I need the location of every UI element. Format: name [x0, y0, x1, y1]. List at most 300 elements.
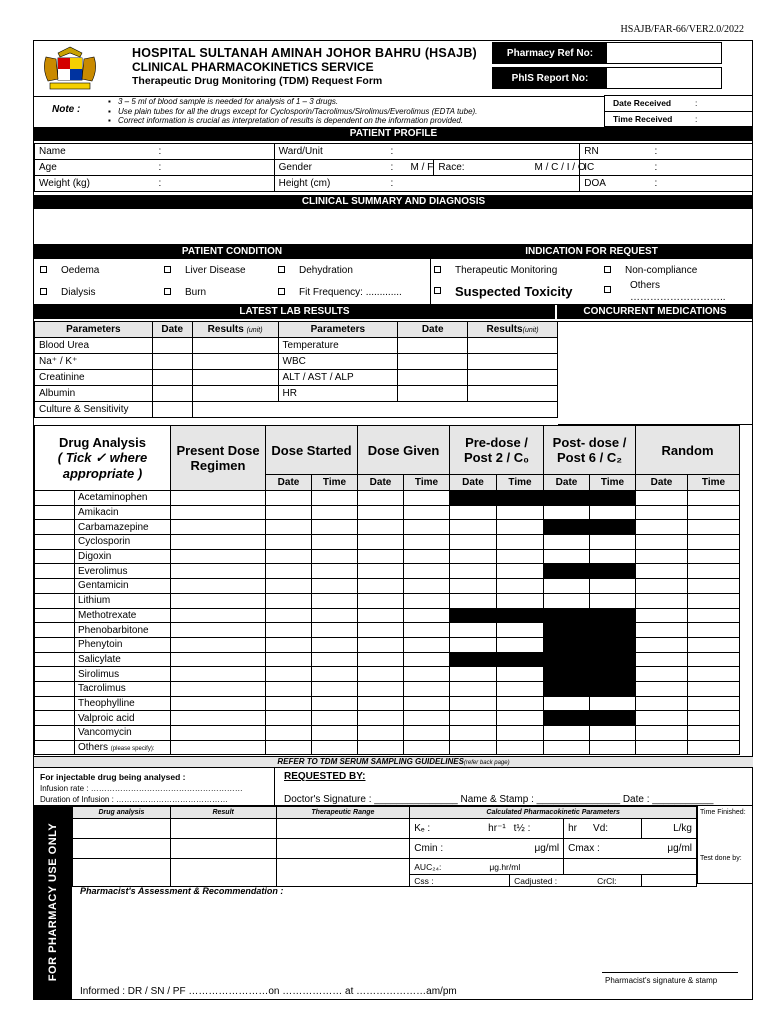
- drug-name: Phenobarbitone: [75, 623, 171, 638]
- sample-time-cell[interactable]: [312, 667, 358, 682]
- drug-tick-box[interactable]: [35, 696, 75, 711]
- dose-regimen-cell[interactable]: [171, 681, 266, 696]
- not-applicable-cell: [590, 623, 636, 638]
- sample-time-cell[interactable]: [358, 505, 404, 520]
- height-field[interactable]: Height (cm) :: [274, 176, 580, 192]
- dose-regimen-cell[interactable]: [171, 667, 266, 682]
- drug-name: Sirolimus: [75, 667, 171, 682]
- drug-row: [35, 681, 740, 696]
- sample-time-cell[interactable]: [358, 667, 404, 682]
- drug-tick-box[interactable]: [35, 681, 75, 696]
- sample-time-cell[interactable]: [450, 564, 497, 579]
- col-dose-given: Dose Given: [358, 426, 450, 475]
- sub-col-date: Date: [450, 475, 497, 491]
- lab-col-results-2: Results(unit): [468, 322, 558, 338]
- sample-time-cell[interactable]: [450, 667, 497, 682]
- drug-name: Gentamicin: [75, 579, 171, 594]
- sample-time-cell[interactable]: [450, 505, 497, 520]
- sample-time-cell[interactable]: [636, 711, 688, 726]
- not-applicable-cell: [544, 637, 590, 652]
- drug-name: Tacrolimus: [75, 681, 171, 696]
- drug-tick-box[interactable]: [35, 667, 75, 682]
- css-field[interactable]: Css :: [410, 875, 510, 887]
- received-box: [604, 95, 753, 127]
- sample-time-cell[interactable]: [497, 740, 544, 755]
- dose-regimen-cell[interactable]: [171, 549, 266, 564]
- sample-time-cell[interactable]: [636, 623, 688, 638]
- sample-time-cell[interactable]: [450, 740, 497, 755]
- sample-time-cell[interactable]: [404, 667, 450, 682]
- sample-time-cell[interactable]: [404, 608, 450, 623]
- sample-time-cell[interactable]: [636, 549, 688, 564]
- sample-time-cell[interactable]: [312, 696, 358, 711]
- sample-time-cell[interactable]: [450, 535, 497, 550]
- cmin-field[interactable]: Cmin : μg/ml: [410, 839, 564, 859]
- lab-row: Na⁺ / K⁺ WBC: [35, 354, 558, 370]
- drug-tick-box[interactable]: [35, 564, 75, 579]
- sample-time-cell[interactable]: [358, 623, 404, 638]
- sample-time-cell[interactable]: [358, 711, 404, 726]
- sample-time-cell[interactable]: [312, 564, 358, 579]
- test-done-by-field[interactable]: Test done by:: [700, 855, 742, 862]
- sample-time-cell[interactable]: [450, 681, 497, 696]
- sample-time-cell[interactable]: [312, 593, 358, 608]
- not-applicable-cell: [590, 520, 636, 535]
- drug-tick-box[interactable]: [35, 652, 75, 667]
- sample-time-cell[interactable]: [404, 491, 450, 506]
- sample-time-cell[interactable]: [636, 520, 688, 535]
- sample-time-cell[interactable]: [358, 564, 404, 579]
- drug-row: [35, 520, 740, 535]
- drug-tick-box[interactable]: [35, 491, 75, 506]
- sample-time-cell[interactable]: [358, 491, 404, 506]
- col-present-dose: Present Dose Regimen: [171, 426, 266, 491]
- sample-time-cell[interactable]: [590, 579, 636, 594]
- drug-row: [35, 505, 740, 520]
- sample-time-cell[interactable]: [590, 593, 636, 608]
- sample-time-cell[interactable]: [688, 593, 740, 608]
- non-compliance-checkbox[interactable]: Non-compliance: [604, 265, 697, 276]
- sample-time-cell[interactable]: [688, 535, 740, 550]
- sample-time-cell[interactable]: [450, 637, 497, 652]
- sample-time-cell[interactable]: [404, 681, 450, 696]
- dose-regimen-cell[interactable]: [171, 608, 266, 623]
- sample-time-cell[interactable]: [688, 652, 740, 667]
- dose-regimen-cell[interactable]: [171, 579, 266, 594]
- sample-time-cell[interactable]: [312, 711, 358, 726]
- sample-time-cell[interactable]: [544, 593, 590, 608]
- suspected-toxicity-checkbox[interactable]: Suspected Toxicity: [434, 284, 573, 299]
- sample-time-cell[interactable]: [404, 564, 450, 579]
- drug-name: Acetaminophen: [75, 491, 171, 506]
- sample-time-cell[interactable]: [404, 535, 450, 550]
- oedema-checkbox[interactable]: Oedema: [40, 265, 99, 276]
- fit-frequency-checkbox[interactable]: Fit Frequency: .............: [278, 287, 402, 298]
- sample-time-cell[interactable]: [688, 681, 740, 696]
- sample-time-cell[interactable]: [404, 696, 450, 711]
- sample-time-cell[interactable]: [266, 505, 312, 520]
- infusion-duration-field[interactable]: Duration of Infusion : ……………………………………: [40, 795, 229, 804]
- sub-col-time: Time: [590, 475, 636, 491]
- time-received-field[interactable]: Time Received :: [613, 114, 698, 124]
- sample-time-cell[interactable]: [544, 535, 590, 550]
- pharmacist-signature-label: Pharmacist's signature & stamp: [605, 976, 718, 985]
- doa-field[interactable]: DOA :: [580, 176, 753, 192]
- dose-regimen-cell[interactable]: [171, 535, 266, 550]
- drug-name: Digoxin: [75, 549, 171, 564]
- sample-time-cell[interactable]: [688, 740, 740, 755]
- sample-time-cell[interactable]: [688, 726, 740, 741]
- pharmacy-use-only-label: FOR PHARMACY USE ONLY: [34, 805, 72, 999]
- sample-time-cell[interactable]: [688, 608, 740, 623]
- thalf-field[interactable]: t½ :: [510, 819, 564, 839]
- sample-time-cell[interactable]: [497, 726, 544, 741]
- sample-time-cell[interactable]: [590, 505, 636, 520]
- sample-time-cell[interactable]: [404, 593, 450, 608]
- dose-regimen-cell[interactable]: [171, 491, 266, 506]
- drug-tick-box[interactable]: [35, 593, 75, 608]
- drug-row: [35, 491, 740, 506]
- document-reference: HSAJB/FAR-66/VER2.0/2022: [620, 24, 744, 35]
- sample-time-cell[interactable]: [636, 535, 688, 550]
- pharmacist-assessment-field[interactable]: [80, 898, 745, 968]
- sample-time-cell[interactable]: [312, 505, 358, 520]
- sample-time-cell[interactable]: [358, 740, 404, 755]
- sample-time-cell[interactable]: [404, 579, 450, 594]
- sample-time-cell[interactable]: [358, 579, 404, 594]
- sample-time-cell[interactable]: [450, 593, 497, 608]
- sample-time-cell[interactable]: [590, 726, 636, 741]
- sample-time-cell[interactable]: [266, 637, 312, 652]
- sample-time-cell[interactable]: [266, 535, 312, 550]
- sub-col-time: Time: [404, 475, 450, 491]
- pharmacy-table: [72, 806, 697, 887]
- not-applicable-cell: [544, 623, 590, 638]
- sample-time-cell[interactable]: [688, 549, 740, 564]
- infusion-rate-field[interactable]: Infusion rate : …………………………………………………: [40, 784, 243, 793]
- dose-regimen-cell[interactable]: [171, 696, 266, 711]
- sample-time-cell[interactable]: [312, 491, 358, 506]
- drug-name: Methotrexate: [75, 608, 171, 623]
- cadjusted-field[interactable]: Cadjusted : CrCl:: [510, 875, 642, 887]
- not-applicable-cell: [544, 667, 590, 682]
- sample-time-cell[interactable]: [544, 505, 590, 520]
- not-applicable-cell: [590, 681, 636, 696]
- drug-row: [35, 726, 740, 741]
- sample-time-cell[interactable]: [688, 491, 740, 506]
- dose-regimen-cell[interactable]: [171, 652, 266, 667]
- sample-time-cell[interactable]: [497, 696, 544, 711]
- sample-time-cell[interactable]: [497, 520, 544, 535]
- ke-field[interactable]: Kₑ : hr⁻¹: [410, 819, 510, 839]
- sample-time-cell[interactable]: [688, 637, 740, 652]
- sample-time-cell[interactable]: [404, 549, 450, 564]
- others-checkbox[interactable]: Others ………………………..: [604, 280, 625, 291]
- sample-time-cell[interactable]: [497, 535, 544, 550]
- sample-time-cell[interactable]: [312, 608, 358, 623]
- lab-col-parameters: Parameters: [35, 322, 153, 338]
- sample-time-cell[interactable]: [497, 579, 544, 594]
- drug-tick-box[interactable]: [35, 579, 75, 594]
- cmax-field[interactable]: Cmax : μg/ml: [564, 839, 697, 859]
- sample-time-cell[interactable]: [266, 667, 312, 682]
- dose-regimen-cell[interactable]: [171, 564, 266, 579]
- dehydration-checkbox[interactable]: Dehydration: [278, 265, 353, 276]
- drug-row: [35, 549, 740, 564]
- sample-time-cell[interactable]: [312, 637, 358, 652]
- sample-time-cell[interactable]: [266, 726, 312, 741]
- not-applicable-cell: [450, 652, 497, 667]
- name-field[interactable]: Name :: [35, 144, 275, 160]
- sample-time-cell[interactable]: [636, 667, 688, 682]
- sample-time-cell[interactable]: [497, 623, 544, 638]
- sample-time-cell[interactable]: [312, 579, 358, 594]
- sample-time-cell[interactable]: [636, 740, 688, 755]
- sample-time-cell[interactable]: [544, 579, 590, 594]
- sample-time-cell[interactable]: [266, 623, 312, 638]
- weight-field[interactable]: Weight (kg) :: [35, 176, 275, 192]
- sample-time-cell[interactable]: [450, 623, 497, 638]
- sample-time-cell[interactable]: [497, 667, 544, 682]
- sample-time-cell[interactable]: [497, 593, 544, 608]
- sub-col-time: Time: [497, 475, 544, 491]
- sample-time-cell[interactable]: [590, 696, 636, 711]
- date-received-field[interactable]: Date Received :: [605, 96, 752, 112]
- sample-time-cell[interactable]: [404, 637, 450, 652]
- dose-regimen-cell[interactable]: [171, 711, 266, 726]
- col-dose-started: Dose Started: [266, 426, 358, 475]
- dose-regimen-cell[interactable]: [171, 637, 266, 652]
- sample-time-cell[interactable]: [358, 593, 404, 608]
- sample-time-cell[interactable]: [688, 505, 740, 520]
- sample-time-cell[interactable]: [544, 740, 590, 755]
- not-applicable-cell: [544, 711, 590, 726]
- sample-time-cell[interactable]: [404, 505, 450, 520]
- sample-time-cell[interactable]: [404, 520, 450, 535]
- time-finished-field[interactable]: Time Finished:: [700, 809, 746, 816]
- sample-time-cell[interactable]: [312, 740, 358, 755]
- sample-time-cell[interactable]: [358, 520, 404, 535]
- patient-profile-header: PATIENT PROFILE: [34, 127, 753, 141]
- drug-row: [35, 652, 740, 667]
- sample-time-cell[interactable]: [688, 579, 740, 594]
- sample-time-cell[interactable]: [266, 579, 312, 594]
- sample-time-cell[interactable]: [358, 549, 404, 564]
- sample-time-cell[interactable]: [404, 740, 450, 755]
- sample-time-cell[interactable]: [266, 491, 312, 506]
- sample-time-cell[interactable]: [497, 549, 544, 564]
- sample-time-cell[interactable]: [266, 520, 312, 535]
- sample-time-cell[interactable]: [544, 696, 590, 711]
- sample-time-cell[interactable]: [266, 711, 312, 726]
- burn-checkbox[interactable]: Burn: [164, 287, 206, 298]
- sample-time-cell[interactable]: [544, 549, 590, 564]
- drug-tick-box[interactable]: [35, 637, 75, 652]
- sample-time-cell[interactable]: [636, 696, 688, 711]
- sample-time-cell[interactable]: [636, 564, 688, 579]
- drug-tick-box[interactable]: [35, 549, 75, 564]
- sample-time-cell[interactable]: [636, 652, 688, 667]
- dose-regimen-cell[interactable]: [171, 520, 266, 535]
- sample-time-cell[interactable]: [312, 520, 358, 535]
- sample-time-cell[interactable]: [358, 681, 404, 696]
- sample-time-cell[interactable]: [450, 520, 497, 535]
- dose-regimen-cell[interactable]: [171, 740, 266, 755]
- lab-row: Creatinine ALT / AST / ALP: [35, 370, 558, 386]
- patient-condition-header: PATIENT CONDITION: [34, 245, 430, 259]
- indication-header: INDICATION FOR REQUEST: [430, 245, 753, 259]
- pharmacist-assessment-title: Pharmacist's Assessment & Recommendation :: [80, 886, 284, 896]
- note-item: ▪ Use plain tubes for all the drugs except for Cyclosporin/Tacrolimus/Sirolimus/Everolimus (EDTA tube).: [118, 107, 477, 117]
- gender-field[interactable]: Gender : M / F: [274, 160, 434, 176]
- sample-time-cell[interactable]: [688, 696, 740, 711]
- sample-time-cell[interactable]: [266, 696, 312, 711]
- sub-col-time: Time: [688, 475, 740, 491]
- concurrent-medications-header: CONCURRENT MEDICATIONS: [557, 305, 753, 319]
- pharmacy-ref-field[interactable]: [492, 42, 722, 64]
- sample-time-cell[interactable]: [636, 593, 688, 608]
- informed-line[interactable]: Informed : DR / SN / PF ……………………on ……………… at …………………am/pm: [80, 986, 457, 997]
- sample-time-cell[interactable]: [358, 637, 404, 652]
- sample-time-cell[interactable]: [688, 564, 740, 579]
- sub-col-date: Date: [544, 475, 590, 491]
- ic-field[interactable]: IC :: [580, 160, 753, 176]
- age-field[interactable]: Age :: [35, 160, 275, 176]
- sample-time-cell[interactable]: [266, 608, 312, 623]
- sample-time-cell[interactable]: [266, 549, 312, 564]
- drug-tick-box[interactable]: [35, 520, 75, 535]
- sample-time-cell[interactable]: [404, 652, 450, 667]
- note-item: ▪ Correct information is crucial as interpretation of results is dependent on the information provided.: [118, 116, 477, 126]
- drug-tick-box[interactable]: [35, 740, 75, 755]
- drug-name: Vancomycin: [75, 726, 171, 741]
- sample-time-cell[interactable]: [497, 637, 544, 652]
- sample-time-cell[interactable]: [266, 593, 312, 608]
- drug-name: Phenytoin: [75, 637, 171, 652]
- sample-time-cell[interactable]: [404, 726, 450, 741]
- sample-time-cell[interactable]: [688, 520, 740, 535]
- therapeutic-monitoring-checkbox[interactable]: Therapeutic Monitoring: [434, 265, 557, 276]
- sample-time-cell[interactable]: [636, 505, 688, 520]
- sample-time-cell[interactable]: [636, 726, 688, 741]
- sample-time-cell[interactable]: [590, 549, 636, 564]
- doctor-signature-line[interactable]: Doctor's Signature : _______________ Name & Stamp : _______________ Date : ___________: [284, 794, 714, 805]
- drug-name: Others (please specify):: [75, 740, 171, 755]
- sample-time-cell[interactable]: [688, 667, 740, 682]
- sample-time-cell[interactable]: [688, 623, 740, 638]
- rn-field[interactable]: RN :: [580, 144, 753, 160]
- sample-time-cell[interactable]: [266, 681, 312, 696]
- sample-time-cell[interactable]: [358, 696, 404, 711]
- sample-time-cell[interactable]: [636, 637, 688, 652]
- sample-time-cell[interactable]: [312, 652, 358, 667]
- not-applicable-cell: [450, 491, 497, 506]
- not-applicable-cell: [590, 667, 636, 682]
- sample-time-cell[interactable]: [450, 696, 497, 711]
- drug-tick-box[interactable]: [35, 608, 75, 623]
- sample-time-cell[interactable]: [312, 681, 358, 696]
- race-field[interactable]: Race: M / C / I / O: [434, 160, 580, 176]
- sample-time-cell[interactable]: [636, 608, 688, 623]
- thalf-unit: hr Vd:: [564, 819, 642, 839]
- sample-time-cell[interactable]: [544, 726, 590, 741]
- drug-tick-box[interactable]: [35, 505, 75, 520]
- concurrent-medications-field[interactable]: [558, 321, 753, 425]
- sample-time-cell[interactable]: [688, 711, 740, 726]
- drug-tick-box[interactable]: [35, 726, 75, 741]
- dose-regimen-cell[interactable]: [171, 593, 266, 608]
- sample-time-cell[interactable]: [497, 681, 544, 696]
- sub-col-date: Date: [358, 475, 404, 491]
- drug-tick-box[interactable]: [35, 535, 75, 550]
- phis-report-field[interactable]: [492, 67, 722, 89]
- sample-time-cell[interactable]: [266, 652, 312, 667]
- form-title: Therapeutic Drug Monitoring (TDM) Request Form: [132, 75, 383, 87]
- drug-tick-box[interactable]: [35, 711, 75, 726]
- sample-time-cell[interactable]: [497, 505, 544, 520]
- sample-time-cell[interactable]: [590, 740, 636, 755]
- sample-time-cell[interactable]: [636, 579, 688, 594]
- not-applicable-cell: [590, 491, 636, 506]
- lab-col-parameters-2: Parameters: [278, 322, 398, 338]
- sample-time-cell[interactable]: [450, 549, 497, 564]
- dialysis-checkbox[interactable]: Dialysis: [40, 287, 95, 298]
- auc-field[interactable]: AUC₂₄: μg.hr/ml: [410, 859, 564, 875]
- dose-regimen-cell[interactable]: [171, 505, 266, 520]
- sample-time-cell[interactable]: [312, 549, 358, 564]
- sample-time-cell[interactable]: [266, 740, 312, 755]
- clinical-summary-field[interactable]: [34, 209, 753, 245]
- drug-name: Theophylline: [75, 696, 171, 711]
- sample-time-cell[interactable]: [358, 535, 404, 550]
- sample-time-cell[interactable]: [497, 711, 544, 726]
- not-applicable-cell: [590, 637, 636, 652]
- drug-name: Amikacin: [75, 505, 171, 520]
- not-applicable-cell: [544, 681, 590, 696]
- dose-regimen-cell[interactable]: [171, 623, 266, 638]
- dose-regimen-cell[interactable]: [171, 726, 266, 741]
- sample-time-cell[interactable]: [590, 535, 636, 550]
- sample-time-cell[interactable]: [404, 623, 450, 638]
- sample-time-cell[interactable]: [404, 711, 450, 726]
- sample-time-cell[interactable]: [450, 711, 497, 726]
- sample-time-cell[interactable]: [312, 623, 358, 638]
- guidelines-banner: REFER TO TDM SERUM SAMPLING GUIDELINES(refer back page): [34, 756, 753, 768]
- drug-row: [35, 579, 740, 594]
- sample-time-cell[interactable]: [636, 491, 688, 506]
- sample-time-cell[interactable]: [450, 726, 497, 741]
- sample-time-cell[interactable]: [497, 564, 544, 579]
- drug-row: [35, 593, 740, 608]
- not-applicable-cell: [590, 652, 636, 667]
- drug-name: Valproic acid: [75, 711, 171, 726]
- sample-time-cell[interactable]: [636, 681, 688, 696]
- not-applicable-cell: [544, 608, 590, 623]
- patient-profile-table: [34, 143, 753, 192]
- sample-time-cell[interactable]: [358, 608, 404, 623]
- ward-field[interactable]: Ward/Unit :: [274, 144, 580, 160]
- sample-time-cell[interactable]: [358, 726, 404, 741]
- drug-name: Salicylate: [75, 652, 171, 667]
- sample-time-cell[interactable]: [312, 726, 358, 741]
- sample-time-cell[interactable]: [312, 535, 358, 550]
- not-applicable-cell: [590, 564, 636, 579]
- sample-time-cell[interactable]: [450, 579, 497, 594]
- sample-time-cell[interactable]: [358, 652, 404, 667]
- drug-tick-box[interactable]: [35, 623, 75, 638]
- sample-time-cell[interactable]: [266, 564, 312, 579]
- liver-disease-checkbox[interactable]: Liver Disease: [164, 265, 246, 276]
